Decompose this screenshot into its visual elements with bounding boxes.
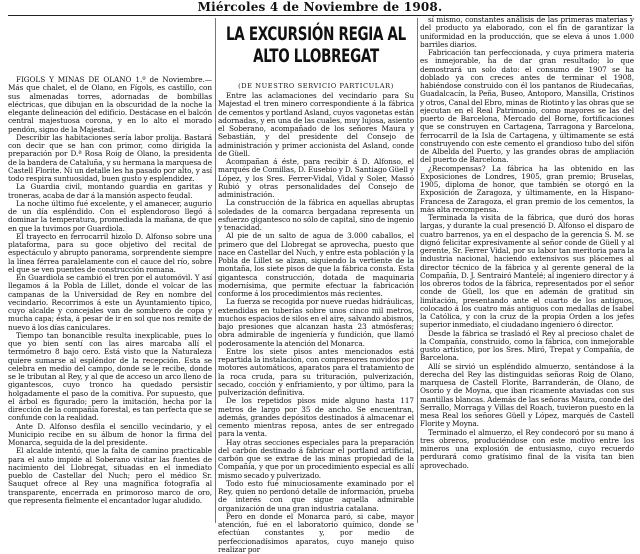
paragraph: El alcalde intentó, que la falta de camino practicable para el auto impide al Soberano visitar las fuentes de nacimiento del Llobregat, situadas en el inmediato pueblo de Castellar del Nuch; pero el médico Sr. Sauquet ofrece al Rey una magnífica fotografía al transparente, encerrada en primoroso marco de oro, que representa fielmente el encantador lugar aludido. — [8, 446, 212, 505]
paragraph: FIGOLS Y MINAS DE OLANO 1.º de Noviembre.—Más que chalet, el de Olano, en Fígols, es castillo, con sus almenadas torres, adornadas de bombillas eléctricas, que dibujan en la obscuridad de la noche la elegante delineación del edificio. Destácase en el balcón central majestuosa corona, y en lo alto el morado pendón, signo de la Majestad. — [8, 75, 212, 134]
column-divider — [215, 18, 216, 523]
paragraph: Terminada la visita de la fábrica, que duró dos horas largas, y durante la cual presenció D. Alfonso el disparo de cuatro barrenos, ya en el despacho de la gerencia S. M. se dignó felicitar expresivamente al señor conde de Güell y al gerente, Sr. Ferrer Vidal, por su labor tan meritoria para la industria nacional, haciendo extensivos sus plácemes al director técnico de la fábrica y al gerente general de la Compañía, D. J. Sentrairó Mantelé; al ingeniero director y á los obreros todos de la fábrica, representados por el señor conde de Güell, los que en ademán de gratitud sin limitación, presentando ante el cuarto de los antiguos, colocado á los cuatro más antiguos con medallas de Isabel la Católica, y con la cruz de la propia Orden a los jefes superior inmediato, el ciudadano ingeniero ó director. — [420, 213, 634, 330]
paragraph: La fuerza se recogida por nueve ruedas hidráulicas, extendidas en tuberías sobre unos cinco mil metros, muchos espacios de silos en el aire, salvando abismos, bajo presiones que alcanzan hasta 23 atmósferas; obra admirable de ingeniería y fundición, que llamó poderosamente la atención del Monarca. — [218, 297, 414, 348]
paragraph: ¿Recompensas? La fábrica ha las obtenido en las Exposiciones de Londres, 1905, gran premio; Bruselas, 1905, diploma de honor, que también se otorgó en la Exposición de Zaragoza, y últimamente, en la Hispano-Francesa de Zaragoza, el gran premio de los cementos, la más alta recompensa. — [420, 163, 634, 214]
paragraph: Desde la fábrica se trasladó el Rey al precioso chalet de la Compañía, construido, como la fábrica, con inmejorable gusto artístico, por los Sres. Miró, Trepat y Compañía, de Barcelona. — [420, 328, 634, 363]
paragraph: Entre las aclamaciones del vecindario para Su Majestad el tren minero correspondiente á la fábrica de cementos y portland Asland, cuyos vagonetas están adornadas, y en una de las cuales, muy lujosa, asiento el Soberano, acompañado de los señores Maura y Sebastián, y del presidente del Consejo de administración y primer accionista del Asland, conde de Güell. — [218, 91, 414, 158]
paragraph: De los repetidos pisos mide alguno hasta 117 metros de largo por 35 de ancho. Se encuentran, además, grandes depósitos destinados á almacenar el cemento mientras reposa, antes de ser entregado para la venta. — [218, 396, 414, 439]
left-column — [8, 76, 212, 521]
paragraph: La construcción de la fábrica en aquellas abruptas soledades de la comarca bergadana representa un esfuerzo gigantesco no sólo de capital, sino de ingenio y tenacidad. — [218, 198, 414, 232]
paragraph: Fabricación tan perfeccionada, y cuya primera materia es inmejorable, ha de dar gran resultado; lo que demostrará un solo dato: el consumo de 1907 se ha doblado ya con creces antes de terminar el 1908, habiéndose construido con él los pantanos de Riudecañas, Guadalcacín, la Peña, Buseo, Antoporo, Mansilla, Cristinos y otros, Canal del Ebro, minas de Riotinto y las obras que se ejecutan en el Real Patrimonio, como mayores se las del puerto de Barcelona, Mercado del Borne, fortificaciones que se construyen en Cartagena, Tarragona y Barcelona, ferrocarril de la Isla de Cartagena, y últimamente se está construyendo con este cemento el grandioso tubo del sifón de Albelda del Puerto, y las grandes obras de ampliación del puerto de Barcelona. — [420, 48, 634, 165]
paragraph: Ante D. Alfonso desfila el sencillo vecindario, y el Municipio recibe en su álbum de honor la firma del Monarca, seguida de la del presidente. — [8, 421, 212, 447]
paragraph: Allí se sirvió un espléndido almuerzo, sentándose á la derecha del Rey las distinguidas señoras Roig de Olano, marquesa de Castell Florite, Barranderán, de Olano, de Osorio y de Moyna, que iban ricamente ataviadas con sus mantillas blancas. Además de las señoras Maura, conde del Serrallo, Morraga y Villas del Roach, tuvieron puesto en la mesa Real los señores Güell y López, marqués de Castell Florite y Moyna. — [420, 361, 634, 429]
article-headline: LA EXCURSIÓN REGIA AL ALTO LLOBREGAT — [225, 24, 406, 68]
column-divider — [417, 18, 418, 523]
paragraph: Entre los siete pisos antes mencionados está repartida la instalación, con compresores movidos por motores automáticos, aparatos para el tratamiento de la roca cruda, para su trituración, pulverización, secado, cocción y enfriamiento, y por último, para la pulverización definitiva. — [218, 346, 414, 397]
middle-column — [218, 91, 414, 554]
paragraph: Pero en donde el Monarca paró, si cabe, mayor atención, fué en el laboratorio químico, donde se efectúan constantes y, por medio de perfeccionadísimos aparatos, cuyo manejo quiso realizar por — [218, 511, 414, 554]
article-byline: (DE NUESTRO SERVICIO PARTICULAR) — [238, 82, 394, 90]
paragraph: Todo esto fué minuciosamente examinado por el Rey, quien no perdonó detalle de información, prueba de interés con que sigue aquella admirable organización de una gran industria catalana. — [218, 478, 414, 513]
paragraph: sí mismo, constantes análisis de las primeras materias y del producto ya elaborado, con el fin de garantizar la uniformidad en la producción, que se eleva á unos 1.000 barriles diarios. — [420, 15, 634, 49]
paragraph: El trayecto en ferrocarril hizolo D. Alfonso sobre una plataforma, para su goce objetivo del recital de espectáculo y abrupto panorama, sorprendente siempre la línea férrea paralelamente con el cauce del río, sobre el que se ven puentes de construcción romana. — [8, 231, 212, 274]
paragraph: Tiempo tan bonancible resulta inexplicable, pues lo que yo bien sentí con las aires marcaba allí el termómetro 8 bajo cero. Está visto que la Naturaleza quiere sumarse al espléndor de la recepción. Esta se celebra en medio del campo, donde se le recibe, donde se le tributan al Rey, y al que de acceso un arco lleno de gigantescos, cuyo tronco ha quedado persistir holgadamente el paso de la comitiva. Por supuesto, que el árbol es figurado; pero la imitación, hecha por la dirección de la compañía forestal, es tan perfecta que se confunde con la realidad. — [8, 330, 212, 423]
paragraph: La noche último fué excelente, y el amanecer, augurio de un día espléndido. Con el esplendoroso llegó á dominar la temperatura, promediada la mañana, de que en que la tuvimos por Guardiola. — [8, 198, 212, 233]
paragraph: Hay otras secciones especiales para la preparación del carbón destinado á fabricar el portland artificial, carbón que se extrae de las minas propiedad de la Compañía, y que por un procedimiento especial es allí mismo secado y pulverizado. — [218, 437, 414, 480]
dateline: Miércoles 4 de Noviembre de 1908. — [197, 0, 443, 14]
right-column — [420, 16, 634, 521]
paragraph: Describir las habitaciones sería labor prolija. Bastará con decir que se han con primor, como dirigida la preparación por D.ª Rosa Roig de Olano, la presidenta de la bandera de Cataluña, y su hermana la marquesa de Castell Florite. Ni un detalle les ha pasado por alto, y así todo respira suntuosidad, buen gusto y esplendidez. — [8, 132, 212, 183]
paragraph: Acompañan á éste, para recibir á D. Alfonso, el marqués de Comillas, D. Eusebio y D. Santiago Güell y López, y los Sres. Ferrer-Vidal, Vidal y Soler, Massó Rubió y otras personalidades del Consejo de administración. — [218, 157, 414, 199]
paragraph: Al pie de un salto de agua de 3.000 caballos, el primero que del Llobregat se aprovecha, puesto que nace en Castellar del Nuch, y entre esta población y la Pobla de Lillet se alzan, siguiendo la vertiente de la montaña, los siete pisos de que la fábrica consta. Esta gigantesca construcción, dotada de maquinaria modernísima, que permite efectuar la fabricación conforme á los procedimientos más recientes. — [218, 231, 414, 298]
paragraph: Terminado el almuerzo, el Rey condecoró por su mano á tres obreros, produciéndose con este motivo entre los mineros una explosión de entusiasmo, cuyo recuerdo perdurará como gratísimo final de la visita tan bien aprovechado. — [420, 427, 634, 470]
paragraph: La Guardia civil, montando guardia en garitas y troneras, acaba de dar á la mansión aspecto feudal. — [8, 182, 212, 200]
paragraph: En Guardiola se cambió el tren por el automóvil. Y así llegamos á la Pobla de Lillet, donde el volcar de las campanas de la Universidad de Rey en nombre del vecindario. Recorrimos á este un Ayuntamiento típico, cuyo alcalde y concejales van de sombrero de copa y mucha capa; ésta, á pesar de ir en sol que nos remite de nuevo á los días caniculares. — [8, 273, 212, 332]
